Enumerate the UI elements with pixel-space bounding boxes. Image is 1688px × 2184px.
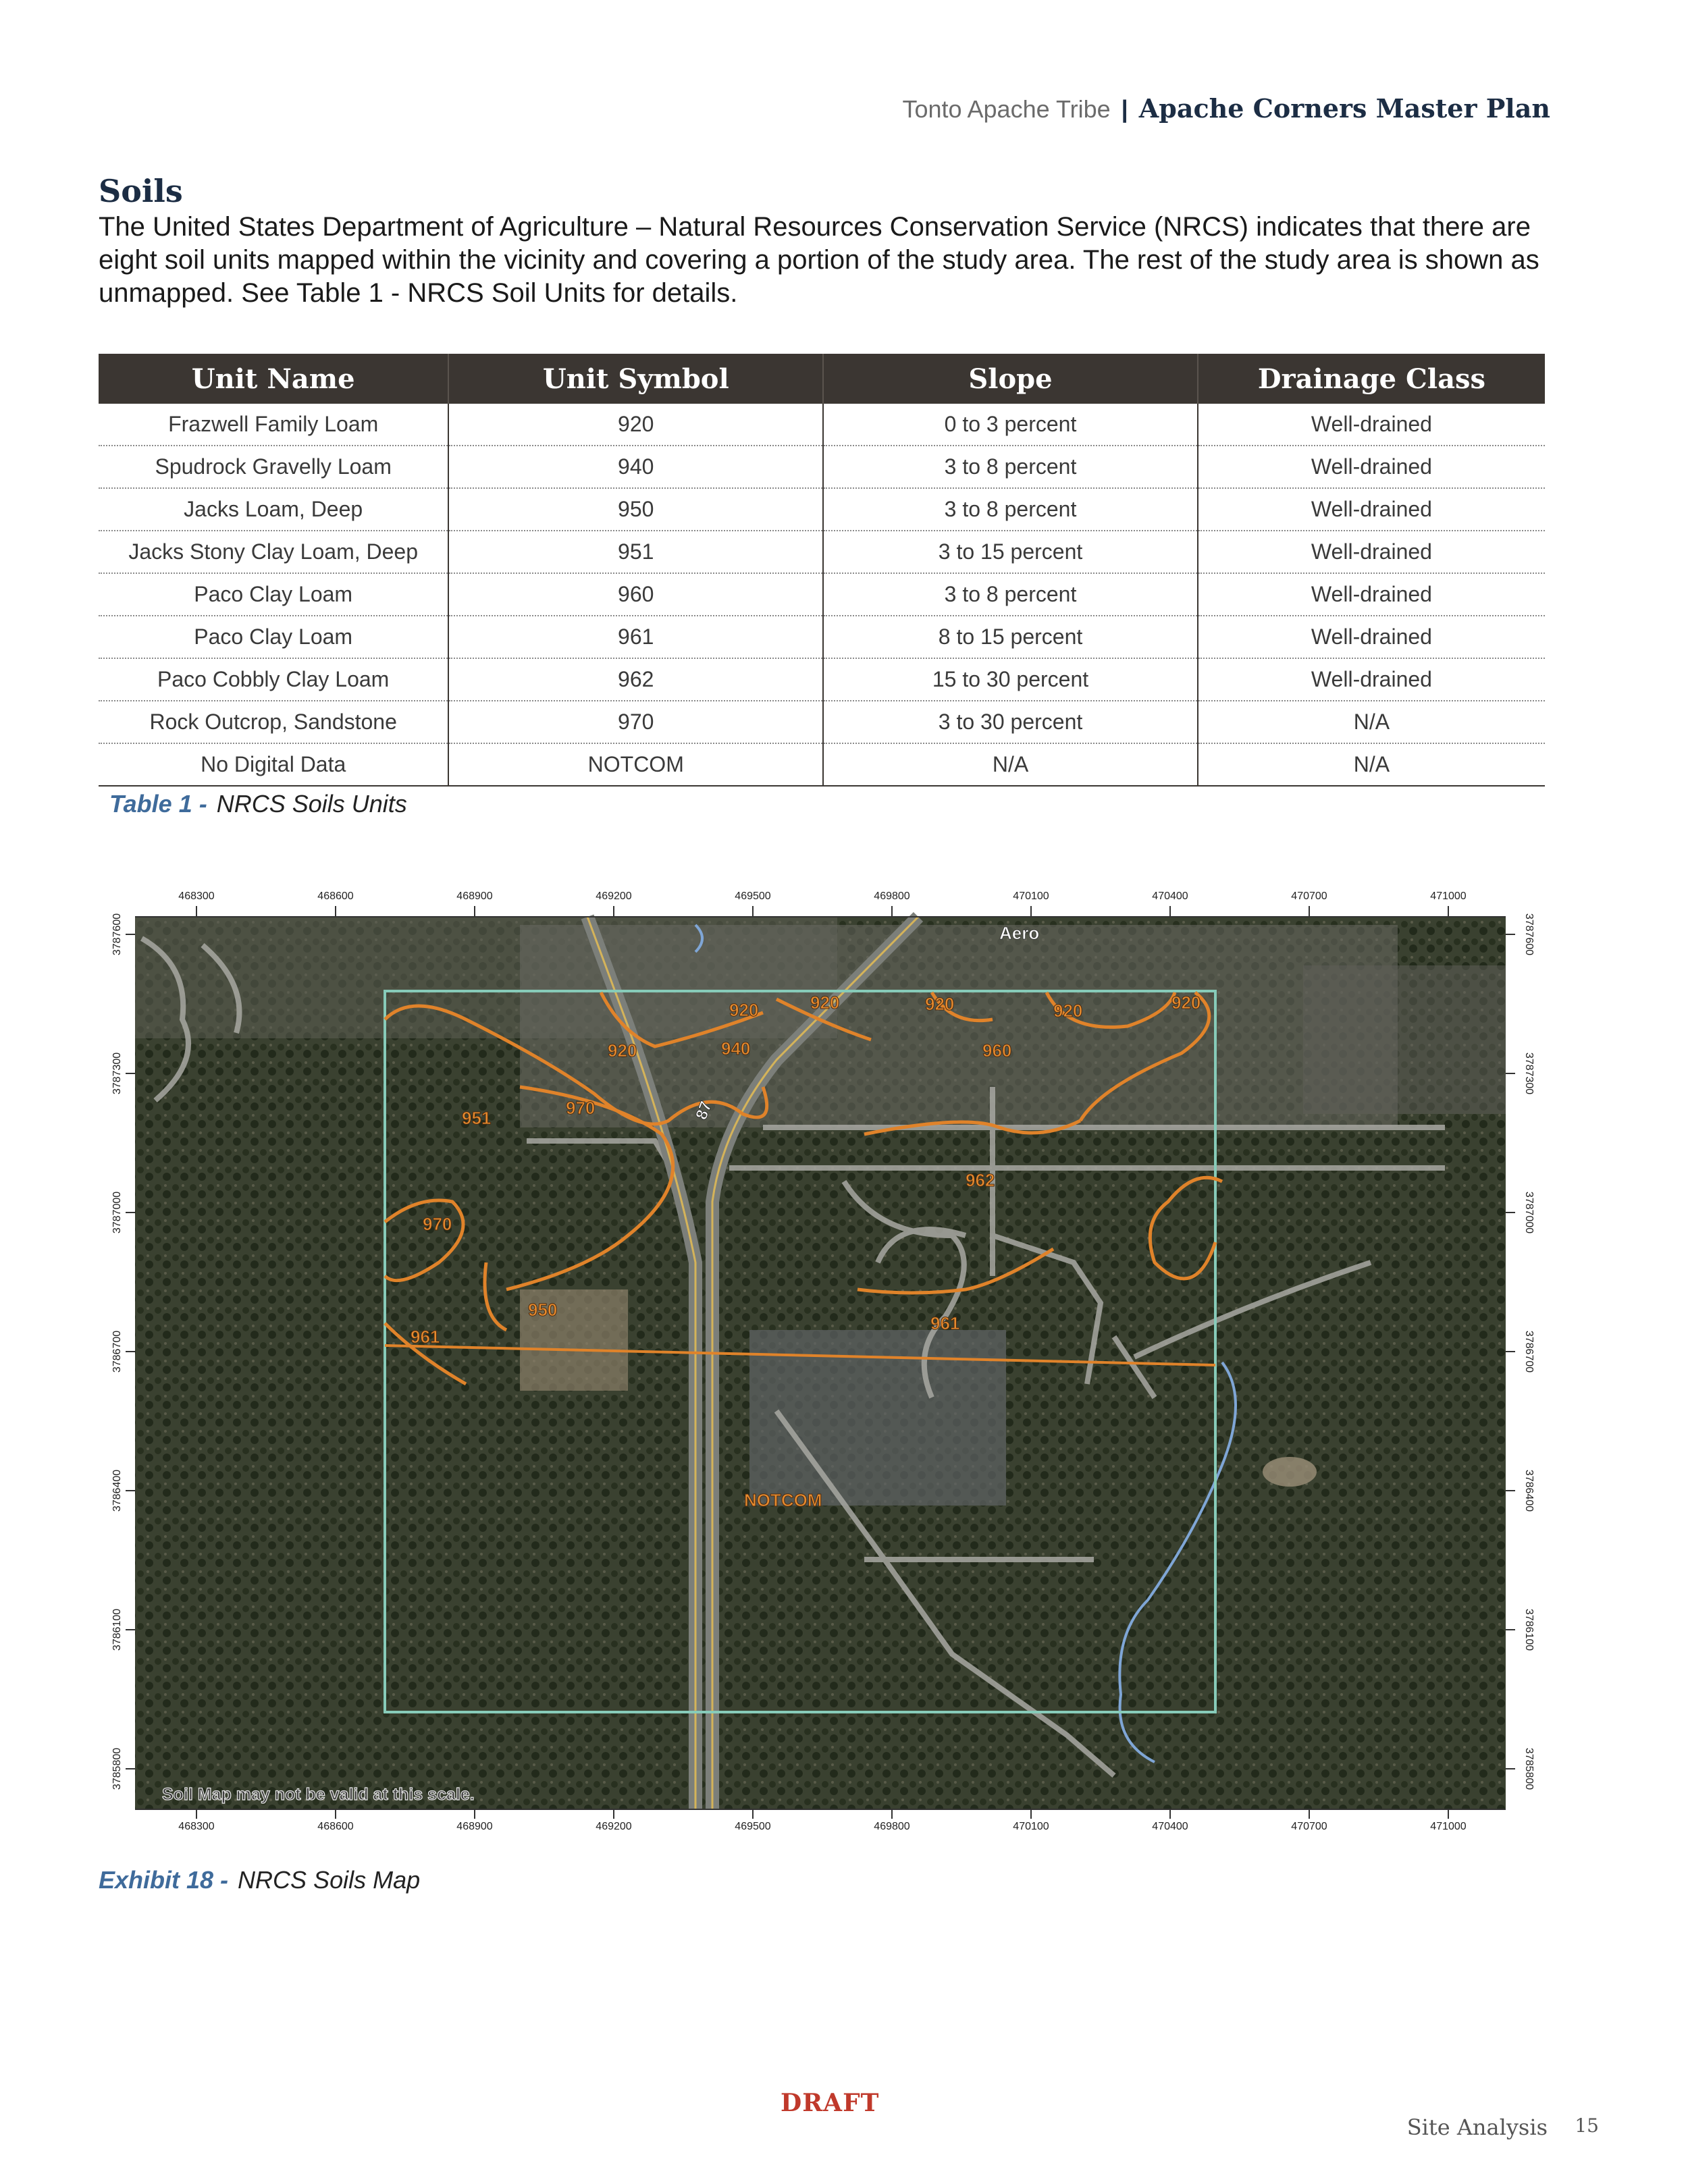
page-header (902, 93, 1550, 124)
unit-label-970: 970 (566, 1098, 596, 1118)
cell-drainage: Well-drained (1198, 531, 1545, 573)
cell-unit-symbol: 962 (448, 658, 823, 701)
cell-drainage: Well-drained (1198, 658, 1545, 701)
header-org: Tonto Apache Tribe (902, 95, 1111, 123)
y-tick-label: 3787000 (1523, 1191, 1535, 1234)
x-tick-label: 470100 (1013, 890, 1049, 902)
unit-label-961: 961 (411, 1327, 440, 1347)
x-tick-label: 468600 (317, 1821, 354, 1830)
cell-unit-symbol: 950 (448, 488, 823, 531)
table-row (99, 701, 1545, 743)
unit-label-920: 920 (925, 994, 955, 1014)
town-area (1303, 965, 1506, 1114)
unit-label-951: 951 (462, 1108, 492, 1128)
header-separator: | (1121, 95, 1128, 123)
map-disclaimer: Soil Map may not be valid at this scale. (162, 1785, 475, 1804)
x-tick-label: 468900 (456, 1821, 493, 1830)
unit-label-961: 961 (930, 1313, 960, 1333)
exhibit-caption-label: Exhibit 18 - (99, 1866, 229, 1894)
y-tick-label: 3787300 (111, 1052, 123, 1095)
cell-slope: 3 to 8 percent (823, 446, 1198, 488)
table-caption-label: Table 1 - (109, 790, 207, 818)
y-tick-label: 3786700 (111, 1330, 123, 1373)
cell-drainage: N/A (1198, 701, 1545, 743)
table-header-row (99, 354, 1545, 404)
cell-unit-symbol: 970 (448, 701, 823, 743)
x-axis-bottom-labels (178, 1821, 1466, 1830)
x-tick-label: 468600 (317, 890, 354, 902)
unit-label-962: 962 (966, 1170, 995, 1190)
y-tick-label: 3785800 (1523, 1747, 1535, 1790)
x-tick-label: 469800 (874, 890, 910, 902)
cell-drainage: Well-drained (1198, 573, 1545, 616)
cell-slope: 3 to 8 percent (823, 573, 1198, 616)
exhibit-caption (99, 1866, 420, 1894)
x-tick-label: 471000 (1430, 890, 1467, 902)
cell-drainage: Well-drained (1198, 616, 1545, 658)
header-drainage-class: Drainage Class (1198, 354, 1545, 404)
y-axis-left-labels (111, 913, 123, 1790)
road-label-aero: Aero (999, 923, 1040, 943)
page-number: 15 (1575, 2114, 1599, 2137)
cell-unit-symbol: NOTCOM (448, 743, 823, 786)
y-tick-label: 3785800 (111, 1747, 123, 1790)
header-plan-title: Apache Corners Master Plan (1138, 93, 1550, 124)
cell-drainage: Well-drained (1198, 446, 1545, 488)
x-tick-label: 469200 (596, 890, 632, 902)
table-row (99, 404, 1545, 446)
unit-label-940: 940 (721, 1038, 751, 1059)
cell-slope: 0 to 3 percent (823, 404, 1198, 446)
table-row (99, 488, 1545, 531)
clearing (1263, 1457, 1317, 1487)
x-tick-label: 469500 (735, 1821, 771, 1830)
table-row (99, 446, 1545, 488)
y-tick-label: 3786400 (111, 1469, 123, 1512)
unit-label-notcom: NOTCOM (744, 1490, 822, 1510)
cell-unit-name: Jacks Loam, Deep (99, 488, 448, 531)
header-slope: Slope (823, 354, 1198, 404)
exhibit-caption-text: NRCS Soils Map (238, 1866, 421, 1894)
cell-unit-name: Paco Clay Loam (99, 616, 448, 658)
x-tick-label: 470100 (1013, 1821, 1049, 1830)
x-tick-label: 469200 (596, 1821, 632, 1830)
unit-label-920: 920 (810, 992, 840, 1013)
cell-unit-symbol: 961 (448, 616, 823, 658)
y-tick-label: 3786100 (111, 1608, 123, 1651)
x-tick-label: 470400 (1152, 1821, 1188, 1830)
table-caption-text: NRCS Soils Units (216, 790, 407, 818)
soils-map (101, 884, 1560, 1830)
x-tick-label: 470400 (1152, 890, 1188, 902)
y-tick-label: 3787600 (1523, 913, 1535, 956)
x-tick-label: 468300 (178, 1821, 215, 1830)
y-tick-label: 3786700 (1523, 1330, 1535, 1373)
cell-unit-symbol: 951 (448, 531, 823, 573)
y-tick-label: 3787000 (111, 1191, 123, 1234)
x-tick-label: 470700 (1291, 890, 1327, 902)
highway-label-87: 87 (692, 1098, 716, 1123)
unit-label-920: 920 (1053, 1001, 1083, 1021)
cell-unit-name: Paco Cobbly Clay Loam (99, 658, 448, 701)
cell-unit-name: Jacks Stony Clay Loam, Deep (99, 531, 448, 573)
section-body: The United States Department of Agriculture – Natural Resources Conservation Service (NRCS) indicates that there are eight soil units mapped within the vicinity and covering a portion of the study area. The rest of the study area is shown as unmapped. See Table 1 - NRCS Soil Units for details. (99, 212, 1539, 308)
table-row (99, 573, 1545, 616)
section-title: Soils (99, 173, 183, 209)
x-tick-label: 469500 (735, 890, 771, 902)
x-tick-label: 471000 (1430, 1821, 1467, 1830)
cell-unit-symbol: 940 (448, 446, 823, 488)
cell-slope: 8 to 15 percent (823, 616, 1198, 658)
soil-units-table (99, 354, 1545, 787)
table-row (99, 658, 1545, 701)
cell-unit-name: Rock Outcrop, Sandstone (99, 701, 448, 743)
table-row (99, 743, 1545, 786)
y-tick-label: 3786100 (1523, 1608, 1535, 1651)
table-row (99, 616, 1545, 658)
cell-unit-name: No Digital Data (99, 743, 448, 786)
unit-label-950: 950 (528, 1300, 558, 1320)
y-tick-label: 3786400 (1523, 1469, 1535, 1512)
unit-label-920: 920 (608, 1040, 637, 1061)
unit-label-970: 970 (423, 1214, 452, 1234)
x-tick-label: 468300 (178, 890, 215, 902)
cell-slope: 3 to 30 percent (823, 701, 1198, 743)
x-tick-label: 469800 (874, 1821, 910, 1830)
header-unit-name: Unit Name (99, 354, 448, 404)
unit-label-920: 920 (1171, 992, 1201, 1013)
x-tick-label: 468900 (456, 890, 493, 902)
cell-slope: 3 to 8 percent (823, 488, 1198, 531)
draft-stamp: DRAFT (781, 2089, 880, 2117)
cell-unit-name: Frazwell Family Loam (99, 404, 448, 446)
cell-slope: 15 to 30 percent (823, 658, 1198, 701)
cell-unit-name: Paco Clay Loam (99, 573, 448, 616)
table-caption (109, 790, 407, 818)
y-tick-label: 3787300 (1523, 1052, 1535, 1095)
cell-unit-symbol: 920 (448, 404, 823, 446)
cell-unit-symbol: 960 (448, 573, 823, 616)
cell-drainage: N/A (1198, 743, 1545, 786)
table-row (99, 531, 1545, 573)
cell-slope: N/A (823, 743, 1198, 786)
cell-slope: 3 to 15 percent (823, 531, 1198, 573)
cell-unit-name: Spudrock Gravelly Loam (99, 446, 448, 488)
footer-section-name: Site Analysis (1406, 2114, 1548, 2140)
x-axis-top-labels (178, 890, 1466, 902)
x-tick-label: 470700 (1291, 1821, 1327, 1830)
y-axis-right-labels (1523, 913, 1535, 1790)
cell-drainage: Well-drained (1198, 404, 1545, 446)
unit-label-920: 920 (729, 1000, 759, 1020)
y-tick-label: 3787600 (111, 913, 123, 956)
cell-drainage: Well-drained (1198, 488, 1545, 531)
header-unit-symbol: Unit Symbol (448, 354, 823, 404)
unit-label-960: 960 (982, 1040, 1012, 1061)
